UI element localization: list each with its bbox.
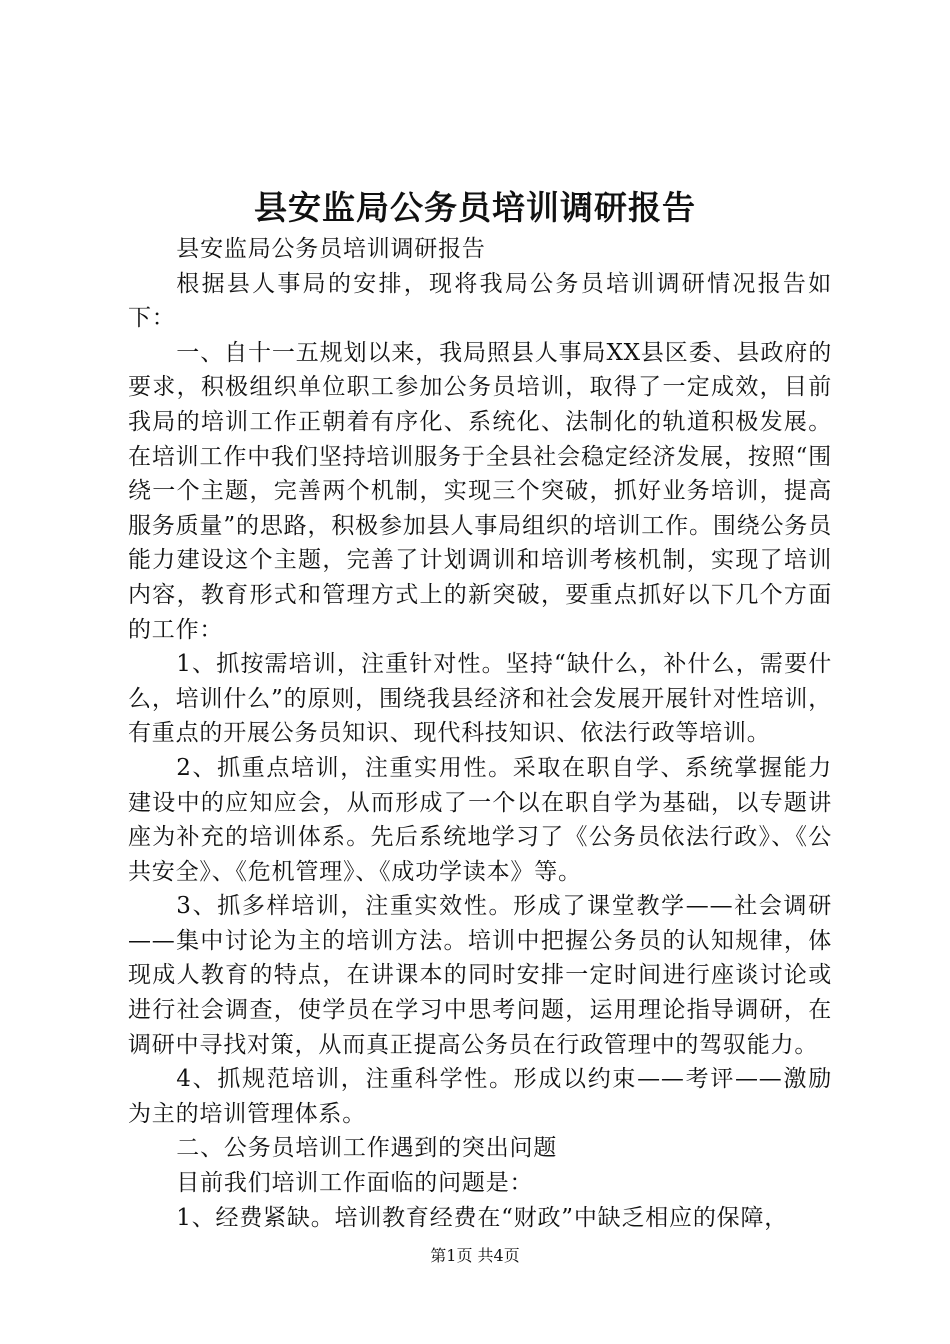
paragraph-item-3: 3、抓多样培训，注重实效性。形成了课堂教学——社会调研——集中讨论为主的培训方法。培训中把握公务员的认知规律，体现成人教育的特点，在讲课本的同时安排一定时间进行座谈讨论或进行社会调查，使学员在学习中思考问题，运用理论指导调研，在调研中寻找对策，从而真正提高公务员在行政管理中的驾驭能力。 [128, 893, 832, 1058]
paragraph-subtitle: 县安监局公务员培训调研报告 [176, 236, 486, 262]
paragraph-section-two: 二、公务员培训工作遇到的突出问题 [176, 1135, 558, 1162]
document-body [128, 232, 832, 1235]
page-footer: 第1页 共4页 [430, 1246, 520, 1265]
document-title: 县安监局公务员培训调研报告 [254, 188, 696, 227]
paragraph-section-one: 一、自十一五规划以来，我局照县人事局XX县区委、县政府的要求，积极组织单位职工参加公务员培训，取得了一定成效，目前我局的培训工作正朝着有序化、系统化、法制化的轨道积极发展。在培训工作中我们坚持培训服务于全县社会稳定经济发展，按照“围绕一个主题，完善两个机制，实现三个突破，抓好业务培训，提高服务质量”的思路，积极参加县人事局组织的培训工作。围绕公务员能力建设这个主题，完善了计划调训和培训考核机制，实现了培训内容，教育形式和管理方式上的新突破，要重点抓好以下几个方面的工作： [128, 339, 832, 643]
paragraph-item-4: 4、抓规范培训，注重科学性。形成以约束——考评——激励为主的培训管理体系。 [128, 1066, 832, 1127]
paragraph-item-2: 2、抓重点培训，注重实用性。采取在职自学、系统掌握能力建设中的应知应会，从而形成了一个以在职自学为基础，以专题讲座为补充的培训体系。先后系统地学习了《公务员依法行政》、《公共安全》、《危机管理》、《成功学读本》等。 [128, 754, 832, 885]
paragraph-intro: 根据县人事局的安排，现将我局公务员培训调研情况报告如下： [128, 270, 832, 332]
paragraph-item-1: 1、抓按需培训，注重针对性。坚持“缺什么，补什么，需要什么，培训什么”的原则，围绕我县经济和社会发展开展针对性培训，有重点的开展公务员知识、现代科技知识、依法行政等培训。 [128, 651, 832, 747]
paragraph-problems-intro: 目前我们培训工作面临的问题是： [176, 1170, 534, 1197]
paragraph-problem-1: 1、经费紧缺。培训教育经费在“财政”中缺乏相应的保障， [176, 1204, 789, 1231]
